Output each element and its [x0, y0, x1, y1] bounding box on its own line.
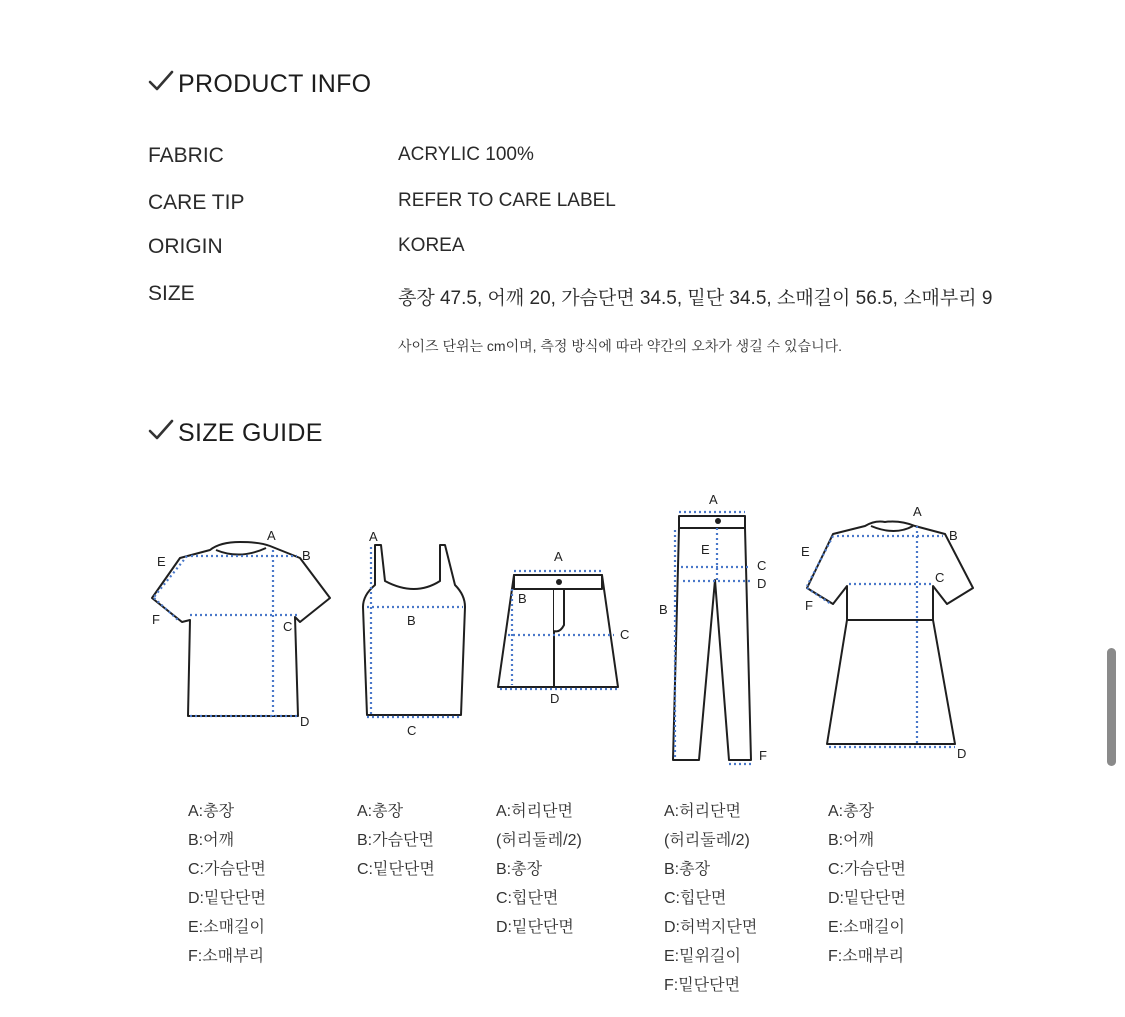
fabric-label: FABRIC: [148, 144, 224, 167]
legend-item: (허리둘레/2): [664, 832, 750, 849]
tshirt-letter-f: F: [152, 612, 160, 627]
legend-item: C:힙단면: [664, 890, 727, 907]
size-label: SIZE: [148, 282, 195, 305]
legend-item: D:밑단단면: [828, 890, 906, 907]
legend-item: C:힙단면: [496, 890, 559, 907]
size-guide-title-text: SIZE GUIDE: [178, 419, 323, 447]
pants-letter-f: F: [759, 748, 767, 763]
legend-item: (허리둘레/2): [496, 832, 582, 849]
tshirt-diagram: [140, 520, 340, 740]
care-tip-value: REFER TO CARE LABEL: [398, 190, 616, 211]
legend-item: B:가슴단면: [357, 832, 434, 849]
skirt-letter-a: A: [554, 549, 563, 564]
legend-item: A:총장: [188, 803, 235, 820]
tshirt-letter-d: D: [300, 714, 310, 729]
legend-item: C:밑단단면: [357, 861, 435, 878]
dress-letter-c: C: [935, 570, 945, 585]
origin-value: KOREA: [398, 235, 465, 256]
origin-label: ORIGIN: [148, 235, 223, 258]
legend-item: E:밑위길이: [664, 948, 741, 965]
skirt-letter-c: C: [620, 627, 630, 642]
legend-item: F:소매부리: [828, 948, 905, 965]
pants-waistband: [679, 516, 745, 528]
legend-item: B:어깨: [828, 832, 875, 849]
tshirt-legend: [188, 797, 266, 971]
tshirt-outline: [152, 542, 330, 716]
pants-letter-d: D: [757, 576, 767, 591]
legend-item: A:허리단면: [664, 803, 741, 820]
tank-top-outline: [363, 545, 465, 715]
tank-top-letter-c: C: [407, 723, 417, 738]
size-value: 총장 47.5, 어깨 20, 가슴단면 34.5, 밑단 34.5, 소매길이 56.5, 소매부리 9: [398, 288, 993, 309]
legend-item: A:총장: [357, 803, 404, 820]
legend-item: E:소매길이: [828, 919, 905, 936]
checkmark-icon: [148, 419, 178, 448]
product-info-title: [148, 70, 371, 99]
skirt-letter-d: D: [550, 691, 560, 706]
tank-top-legend: [357, 797, 435, 884]
tshirt-letter-c: C: [283, 619, 293, 634]
tank-top-letter-b: B: [407, 613, 416, 628]
vertical-scrollbar[interactable]: [1107, 648, 1116, 766]
dress-diagram: [795, 500, 985, 760]
legend-item: E:소매길이: [188, 919, 265, 936]
legend-item: B:총장: [496, 861, 543, 878]
product-info-title-text: PRODUCT INFO: [178, 70, 372, 98]
pants-letter-e: E: [701, 542, 710, 557]
legend-item: A:총장: [828, 803, 875, 820]
dress-letter-f: F: [805, 598, 813, 613]
legend-item: C:가슴단면: [828, 861, 906, 878]
legend-item: C:가슴단면: [188, 861, 266, 878]
tshirt-letter-b: B: [302, 548, 311, 563]
dress-letter-a: A: [913, 504, 922, 519]
legend-item: B:총장: [664, 861, 711, 878]
skirt-letter-b: B: [518, 591, 527, 606]
legend-item: A:허리단면: [496, 803, 573, 820]
legend-item: F:밑단단면: [664, 977, 741, 994]
tank-top-diagram: [355, 525, 485, 740]
checkmark-icon: [148, 70, 178, 99]
pants-letter-a: A: [709, 492, 718, 507]
pants-legend: [664, 797, 757, 1000]
legend-item: B:어깨: [188, 832, 235, 849]
skirt-legend: [496, 797, 582, 942]
legend-item: D:허벅지단면: [664, 919, 758, 936]
skirt-diagram: [490, 545, 640, 710]
tshirt-letter-e: E: [157, 554, 166, 569]
fabric-value: ACRYLIC 100%: [398, 144, 534, 165]
tshirt-letter-a: A: [267, 528, 276, 543]
size-note: 사이즈 단위는 cm이며, 측정 방식에 따라 약간의 오차가 생길 수 있습니다.: [398, 338, 843, 354]
pants-diagram: [655, 490, 775, 775]
care-tip-label: CARE TIP: [148, 191, 245, 214]
legend-item: F:소매부리: [188, 948, 265, 965]
pants-letter-c: C: [757, 558, 767, 573]
dress-letter-d: D: [957, 746, 967, 761]
legend-item: D:밑단단면: [188, 890, 266, 907]
dress-legend: [828, 797, 906, 971]
pants-letter-b: B: [659, 602, 668, 617]
tank-top-letter-a: A: [369, 529, 378, 544]
legend-item: D:밑단단면: [496, 919, 574, 936]
size-guide-title: [148, 419, 323, 448]
dress-letter-e: E: [801, 544, 810, 559]
dress-outline: [807, 522, 973, 745]
dress-letter-b: B: [949, 528, 958, 543]
pants-outline: [673, 528, 751, 760]
